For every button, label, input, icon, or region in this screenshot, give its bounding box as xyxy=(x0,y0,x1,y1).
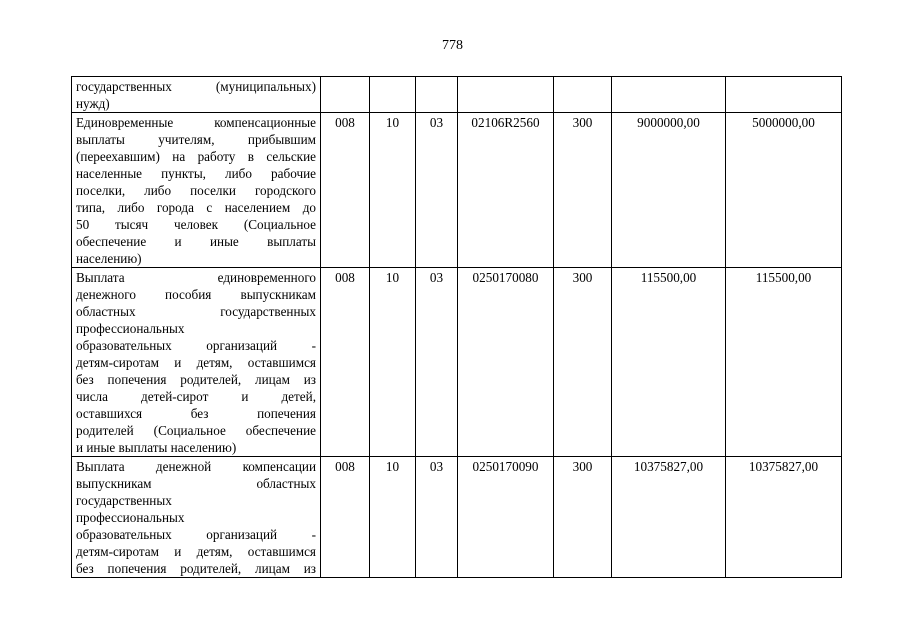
amount-year-1-cell: 9000000,00 xyxy=(612,113,726,268)
ministry-code-cell: 008 xyxy=(321,268,370,457)
description-line: детям-сиротам и детям, оставшимся xyxy=(76,544,316,559)
expense-type-cell: 300 xyxy=(554,113,612,268)
description-line: нужд) xyxy=(76,96,110,111)
row-description xyxy=(72,457,321,578)
ministry-code-cell: 008 xyxy=(321,457,370,578)
expense-type-cell xyxy=(554,77,612,113)
table-row xyxy=(72,77,842,113)
description-line: населенные пункты, либо рабочие xyxy=(76,166,316,181)
description-line: родителей (Социальное обеспечение xyxy=(76,423,316,438)
description-line: государственных (муниципальных) xyxy=(76,79,316,94)
description-line: поселки, либо поселки городского xyxy=(76,183,316,198)
expense-type-cell: 300 xyxy=(554,457,612,578)
section-code-cell: 10 xyxy=(370,113,416,268)
description-line: профессиональных xyxy=(76,510,185,525)
table-row xyxy=(72,268,842,457)
description-line: профессиональных xyxy=(76,321,185,336)
budget-table xyxy=(71,76,842,578)
target-article-cell: 0250170080 xyxy=(458,268,554,457)
description-line: государственных xyxy=(76,493,172,508)
target-article-cell xyxy=(458,77,554,113)
description-line: областных государственных xyxy=(76,304,316,319)
description-line: обеспечение и иные выплаты xyxy=(76,234,316,249)
description-line: образовательных организаций - xyxy=(76,338,316,353)
section-code-cell: 10 xyxy=(370,268,416,457)
table-row xyxy=(72,457,842,578)
description-line: Выплата единовременного xyxy=(76,270,316,285)
section-code-cell: 10 xyxy=(370,457,416,578)
page-number: 778 xyxy=(442,38,463,53)
section-code-cell xyxy=(370,77,416,113)
expense-type-cell: 300 xyxy=(554,268,612,457)
description-line: выпускникам областных xyxy=(76,476,316,491)
subsection-code-cell: 03 xyxy=(416,268,458,457)
description-line: оставшихся без попечения xyxy=(76,406,316,421)
amount-year-1-cell: 115500,00 xyxy=(612,268,726,457)
description-line: образовательных организаций - xyxy=(76,527,316,542)
description-line: денежного пособия выпускникам xyxy=(76,287,316,302)
subsection-code-cell: 03 xyxy=(416,113,458,268)
target-article-cell: 0250170090 xyxy=(458,457,554,578)
description-line: типа, либо города с населением до xyxy=(76,200,316,215)
ministry-code-cell: 008 xyxy=(321,113,370,268)
description-line: Единовременные компенсационные xyxy=(76,115,316,130)
amount-year-1-cell xyxy=(612,77,726,113)
ministry-code-cell xyxy=(321,77,370,113)
description-line: числа детей-сирот и детей, xyxy=(76,389,316,404)
row-description xyxy=(72,268,321,457)
subsection-code-cell xyxy=(416,77,458,113)
row-description xyxy=(72,77,321,113)
target-article-cell: 02106R2560 xyxy=(458,113,554,268)
description-line: населению) xyxy=(76,251,142,266)
description-line: 50 тысяч человек (Социальное xyxy=(76,217,316,232)
table-row xyxy=(72,113,842,268)
description-line: и иные выплаты населению) xyxy=(76,440,237,455)
description-line: выплаты учителям, прибывшим xyxy=(76,132,316,147)
row-description xyxy=(72,113,321,268)
description-line: без попечения родителей, лицам из xyxy=(76,372,316,387)
amount-year-2-cell xyxy=(726,77,842,113)
table-body xyxy=(72,77,842,578)
description-line: детям-сиротам и детям, оставшимся xyxy=(76,355,316,370)
amount-year-1-cell: 10375827,00 xyxy=(612,457,726,578)
description-line: без попечения родителей, лицам из xyxy=(76,561,316,576)
amount-year-2-cell: 5000000,00 xyxy=(726,113,842,268)
subsection-code-cell: 03 xyxy=(416,457,458,578)
amount-year-2-cell: 115500,00 xyxy=(726,268,842,457)
description-line: (переехавшим) на работу в сельские xyxy=(76,149,316,164)
description-line: Выплата денежной компенсации xyxy=(76,459,316,474)
amount-year-2-cell: 10375827,00 xyxy=(726,457,842,578)
